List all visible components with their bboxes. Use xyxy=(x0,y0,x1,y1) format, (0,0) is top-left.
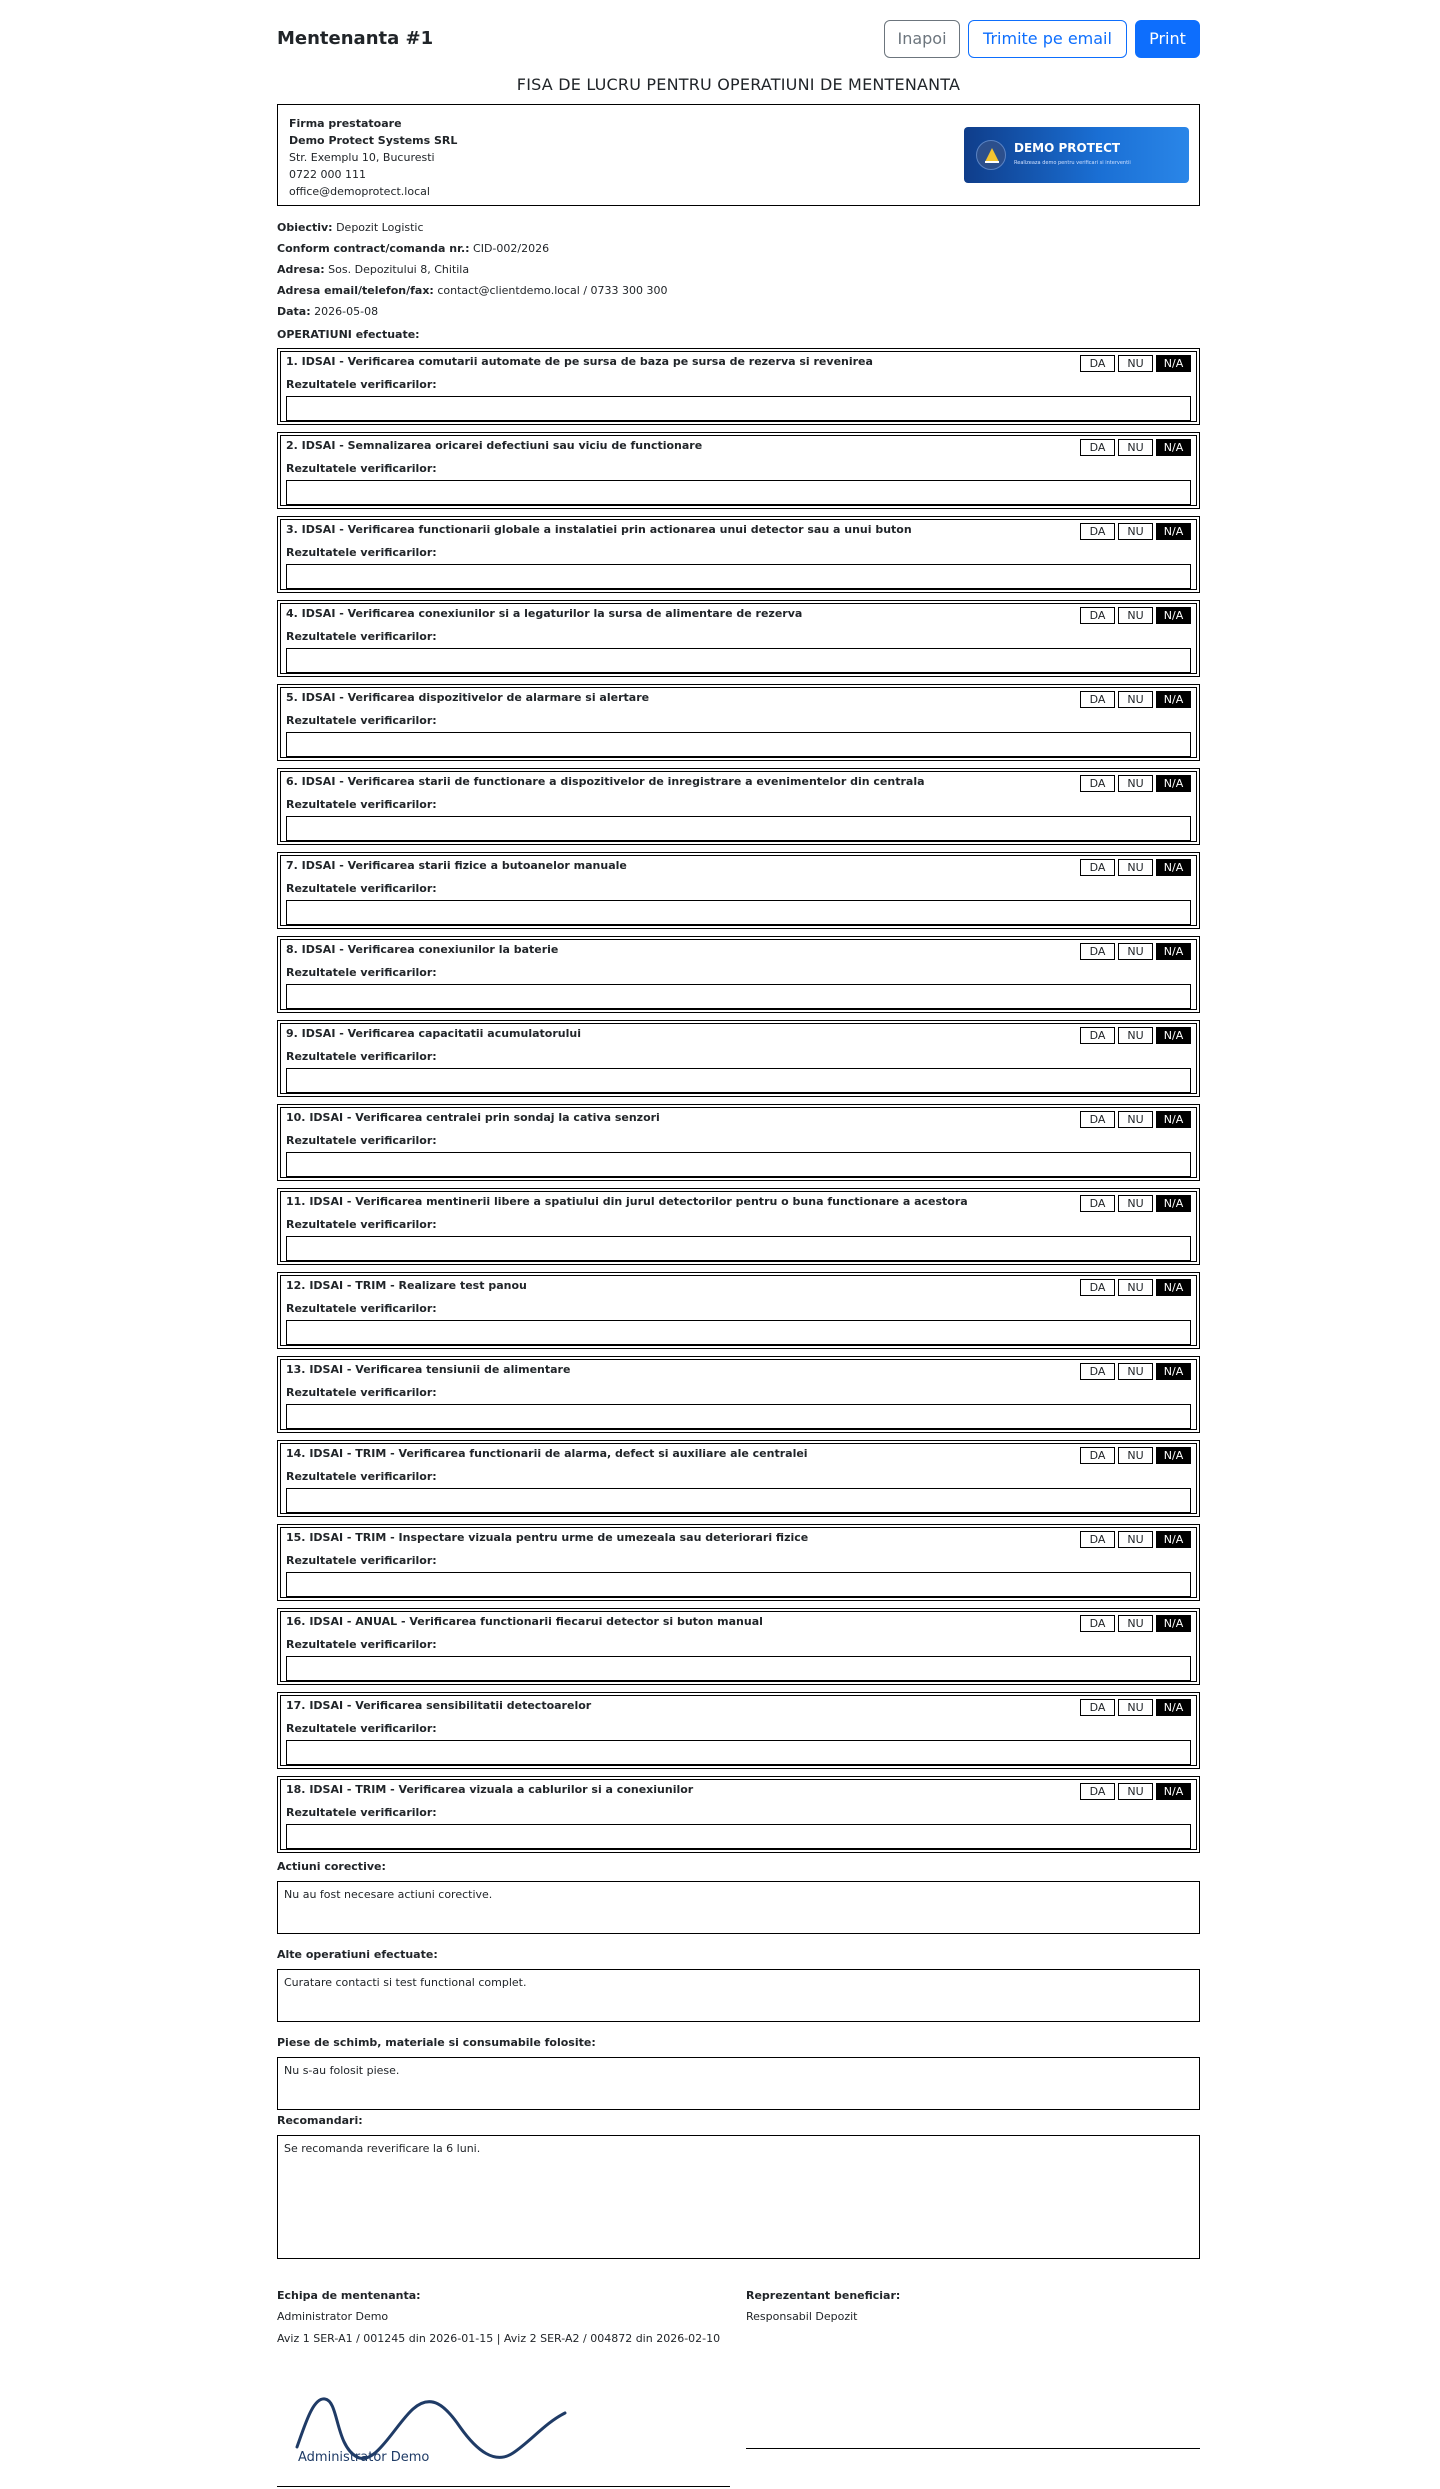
option-na-button[interactable]: N/A xyxy=(1156,943,1191,960)
team-aviz: Aviz 1 SER-A1 / 001245 din 2026-01-15 | Aviz 2 SER-A2 / 004872 din 2026-02-10 xyxy=(277,2332,721,2345)
provider-name: Demo Protect Systems SRL xyxy=(289,134,458,147)
results-label: Rezultatele verificarilor: xyxy=(286,378,437,391)
operation-title: 14. IDSAI - TRIM - Verificarea functionarii de alarma, defect si auxiliare ale centralei xyxy=(286,1447,808,1460)
results-field[interactable] xyxy=(286,648,1191,673)
operation-item xyxy=(277,348,1200,425)
results-label: Rezultatele verificarilor: xyxy=(286,1386,437,1399)
option-nu-button[interactable]: NU xyxy=(1118,355,1153,372)
results-label: Rezultatele verificarilor: xyxy=(286,1554,437,1567)
results-label: Rezultatele verificarilor: xyxy=(286,714,437,727)
operation-options xyxy=(1080,607,1191,624)
operation-title: 11. IDSAI - Verificarea mentinerii libere a spatiului din jurul detectorilor pentru o buna functionare a acestora xyxy=(286,1195,968,1208)
option-da-button[interactable]: DA xyxy=(1080,1531,1115,1548)
option-da-button[interactable]: DA xyxy=(1080,1027,1115,1044)
operation-title: 17. IDSAI - Verificarea sensibilitatii detectoarelor xyxy=(286,1699,592,1712)
operation-inner xyxy=(280,1779,1197,1850)
parts-field[interactable]: Nu s-au folosit piese. xyxy=(277,2057,1200,2110)
results-field[interactable] xyxy=(286,480,1191,505)
results-field[interactable] xyxy=(286,564,1191,589)
operation-options xyxy=(1080,775,1191,792)
team-label: Echipa de mentenanta: xyxy=(277,2289,421,2302)
option-na-button[interactable]: N/A xyxy=(1156,1447,1191,1464)
operation-inner xyxy=(280,1443,1197,1514)
option-nu-button[interactable]: NU xyxy=(1118,943,1153,960)
action-buttons xyxy=(884,20,1200,58)
option-nu-button[interactable]: NU xyxy=(1118,1615,1153,1632)
other-ops-label: Alte operatiuni efectuate: xyxy=(277,1948,438,1961)
results-label: Rezultatele verificarilor: xyxy=(286,1722,437,1735)
option-da-button[interactable]: DA xyxy=(1080,1447,1115,1464)
results-field[interactable] xyxy=(286,1488,1191,1513)
results-field[interactable] xyxy=(286,900,1191,925)
results-field[interactable] xyxy=(286,1740,1191,1765)
operation-inner xyxy=(280,1359,1197,1430)
option-da-button[interactable]: DA xyxy=(1080,943,1115,960)
option-nu-button[interactable]: NU xyxy=(1118,1111,1153,1128)
results-field[interactable] xyxy=(286,816,1191,841)
option-nu-button[interactable]: NU xyxy=(1118,1699,1153,1716)
operation-options xyxy=(1080,1195,1191,1212)
option-nu-button[interactable]: NU xyxy=(1118,859,1153,876)
option-da-button[interactable]: DA xyxy=(1080,355,1115,372)
option-nu-button[interactable]: NU xyxy=(1118,439,1153,456)
objective-row: Obiectiv: Depozit Logistic xyxy=(277,221,424,234)
operation-options xyxy=(1080,1783,1191,1800)
option-nu-button[interactable]: NU xyxy=(1118,1531,1153,1548)
operation-item xyxy=(277,768,1200,845)
results-label: Rezultatele verificarilor: xyxy=(286,1134,437,1147)
option-na-button[interactable]: N/A xyxy=(1156,607,1191,624)
operation-title: 15. IDSAI - TRIM - Inspectare vizuala pentru urme de umezeala sau deteriorari fizice xyxy=(286,1531,809,1544)
results-label: Rezultatele verificarilor: xyxy=(286,1638,437,1651)
signature-caption: Administrator Demo xyxy=(298,2450,430,2465)
option-na-button[interactable]: N/A xyxy=(1156,355,1191,372)
beneficiary-signature-block xyxy=(746,2287,1200,2326)
operation-title: 6. IDSAI - Verificarea starii de functionare a dispozitivelor de inregistrare a evenimentelor din centrala xyxy=(286,775,925,788)
operation-item xyxy=(277,852,1200,929)
results-label: Rezultatele verificarilor: xyxy=(286,1050,437,1063)
contact-row: Adresa email/telefon/fax: contact@clientdemo.local / 0733 300 300 xyxy=(277,284,668,297)
option-na-button[interactable]: N/A xyxy=(1156,1027,1191,1044)
operations-list xyxy=(277,348,1200,1853)
operation-inner xyxy=(280,1527,1197,1598)
results-field[interactable] xyxy=(286,984,1191,1009)
operation-options xyxy=(1080,1027,1191,1044)
team-name: Administrator Demo xyxy=(277,2310,389,2323)
operation-inner xyxy=(280,855,1197,926)
option-na-button[interactable]: N/A xyxy=(1156,439,1191,456)
contract-value: CID-002/2026 xyxy=(473,242,550,255)
results-field[interactable] xyxy=(286,1152,1191,1177)
operation-item xyxy=(277,1020,1200,1097)
operation-options xyxy=(1080,523,1191,540)
results-field[interactable] xyxy=(286,732,1191,757)
operation-title: 7. IDSAI - Verificarea starii fizice a butoanelor manuale xyxy=(286,859,627,872)
option-nu-button[interactable]: NU xyxy=(1118,607,1153,624)
corrective-field[interactable]: Nu au fost necesare actiuni corective. xyxy=(277,1881,1200,1934)
option-na-button[interactable]: N/A xyxy=(1156,1615,1191,1632)
option-da-button[interactable]: DA xyxy=(1080,1783,1115,1800)
operation-item xyxy=(277,1608,1200,1685)
operation-inner xyxy=(280,771,1197,842)
operation-inner xyxy=(280,351,1197,422)
option-na-button[interactable]: N/A xyxy=(1156,775,1191,792)
option-da-button[interactable]: DA xyxy=(1080,607,1115,624)
option-na-button[interactable]: N/A xyxy=(1156,1783,1191,1800)
results-label: Rezultatele verificarilor: xyxy=(286,1806,437,1819)
form-title: FISA DE LUCRU PENTRU OPERATIUNI DE MENTENANTA xyxy=(516,75,961,94)
contract-row: Conform contract/comanda nr.: CID-002/2026 xyxy=(277,242,550,255)
team-signature-block xyxy=(277,2287,727,2348)
option-da-button[interactable]: DA xyxy=(1080,691,1115,708)
option-nu-button[interactable]: NU xyxy=(1118,691,1153,708)
team-signature-line xyxy=(277,2486,730,2487)
back-button[interactable]: Inapoi xyxy=(884,20,960,58)
option-nu-button[interactable]: NU xyxy=(1118,523,1153,540)
option-na-button[interactable]: N/A xyxy=(1156,859,1191,876)
operation-options xyxy=(1080,1111,1191,1128)
operation-item xyxy=(277,1692,1200,1769)
operation-title: 18. IDSAI - TRIM - Verificarea vizuala a cablurilor si a conexiunilor xyxy=(286,1783,694,1796)
other-ops-field[interactable]: Curatare contacti si test functional complet. xyxy=(277,1969,1200,2022)
option-na-button[interactable]: N/A xyxy=(1156,1195,1191,1212)
operation-inner xyxy=(280,1107,1197,1178)
provider-phone: 0722 000 111 xyxy=(289,168,366,181)
parts-section xyxy=(277,2036,1200,2110)
parts-label: Piese de schimb, materiale si consumabile folosite: xyxy=(277,2036,596,2049)
operation-item xyxy=(277,684,1200,761)
operation-item xyxy=(277,1440,1200,1517)
operation-options xyxy=(1080,1615,1191,1632)
option-da-button[interactable]: DA xyxy=(1080,1699,1115,1716)
results-label: Rezultatele verificarilor: xyxy=(286,882,437,895)
provider-address: Str. Exemplu 10, Bucuresti xyxy=(289,151,435,164)
operation-options xyxy=(1080,691,1191,708)
option-da-button[interactable]: DA xyxy=(1080,1279,1115,1296)
operation-title: 2. IDSAI - Semnalizarea oricarei defectiuni sau viciu de functionare xyxy=(286,439,703,452)
operation-item xyxy=(277,432,1200,509)
contact-value: contact@clientdemo.local / 0733 300 300 xyxy=(437,284,668,297)
option-na-button[interactable]: N/A xyxy=(1156,1531,1191,1548)
results-field[interactable] xyxy=(286,1824,1191,1849)
recommendations-section xyxy=(277,2114,1200,2259)
operation-inner xyxy=(280,435,1197,506)
option-nu-button[interactable]: NU xyxy=(1118,1279,1153,1296)
results-field[interactable] xyxy=(286,1404,1191,1429)
provider-box xyxy=(277,104,1200,206)
operation-item xyxy=(277,600,1200,677)
operations-heading: OPERATIUNI efectuate: xyxy=(277,328,420,341)
provider-heading: Firma prestatoare xyxy=(289,117,402,130)
page-title: Mentenanta #1 xyxy=(277,28,434,49)
option-da-button[interactable]: DA xyxy=(1080,775,1115,792)
recommendations-field[interactable]: Se recomanda reverificare la 6 luni. xyxy=(277,2135,1200,2259)
results-label: Rezultatele verificarilor: xyxy=(286,630,437,643)
operation-inner xyxy=(280,603,1197,674)
operation-inner xyxy=(280,687,1197,758)
results-label: Rezultatele verificarilor: xyxy=(286,1218,437,1231)
send-email-button[interactable]: Trimite pe email xyxy=(968,20,1127,58)
operation-title: 8. IDSAI - Verificarea conexiunilor la baterie xyxy=(286,943,559,956)
option-na-button[interactable]: N/A xyxy=(1156,1111,1191,1128)
operation-item xyxy=(277,1104,1200,1181)
logo-text: DEMO PROTECT xyxy=(1014,141,1121,155)
operation-item xyxy=(277,516,1200,593)
document xyxy=(277,0,1200,2259)
operation-inner xyxy=(280,1695,1197,1766)
operation-options xyxy=(1080,1279,1191,1296)
address-value: Sos. Depozitului 8, Chitila xyxy=(328,263,470,276)
operation-item xyxy=(277,1524,1200,1601)
provider-email: office@demoprotect.local xyxy=(289,185,430,198)
option-na-button[interactable]: N/A xyxy=(1156,1279,1191,1296)
option-da-button[interactable]: DA xyxy=(1080,1195,1115,1212)
date-row: Data: 2026-05-08 xyxy=(277,305,379,318)
operation-item xyxy=(277,1356,1200,1433)
option-na-button[interactable]: N/A xyxy=(1156,691,1191,708)
operation-inner xyxy=(280,939,1197,1010)
operation-options xyxy=(1080,355,1191,372)
operation-inner xyxy=(280,1023,1197,1094)
recommendations-label: Recomandari: xyxy=(277,2114,363,2127)
operation-options xyxy=(1080,1531,1191,1548)
operation-options xyxy=(1080,859,1191,876)
beneficiary-label: Reprezentant beneficiar: xyxy=(746,2289,901,2302)
company-logo xyxy=(964,127,1189,183)
date-value: 2026-05-08 xyxy=(314,305,379,318)
logo-tagline: Realizeaza demo pentru verificari si interventii xyxy=(1014,160,1131,166)
print-button[interactable]: Print xyxy=(1135,20,1200,58)
results-label: Rezultatele verificarilor: xyxy=(286,546,437,559)
option-nu-button[interactable]: NU xyxy=(1118,1027,1153,1044)
corrective-label: Actiuni corective: xyxy=(277,1860,386,1873)
operation-inner xyxy=(280,1191,1197,1262)
option-da-button[interactable]: DA xyxy=(1080,1363,1115,1380)
operation-title: 5. IDSAI - Verificarea dispozitivelor de alarmare si alertare xyxy=(286,691,650,704)
operation-inner xyxy=(280,1275,1197,1346)
option-da-button[interactable]: DA xyxy=(1080,439,1115,456)
client-info xyxy=(277,217,1200,322)
objective-value: Depozit Logistic xyxy=(336,221,424,234)
results-field[interactable] xyxy=(286,1236,1191,1261)
option-da-button[interactable]: DA xyxy=(1080,1111,1115,1128)
operation-options xyxy=(1080,1447,1191,1464)
operation-title: 3. IDSAI - Verificarea functionarii globale a instalatiei prin actionarea unui detector sau a unui buton xyxy=(286,523,912,536)
option-nu-button[interactable]: NU xyxy=(1118,775,1153,792)
option-nu-button[interactable]: NU xyxy=(1118,1195,1153,1212)
operation-item xyxy=(277,936,1200,1013)
option-da-button[interactable]: DA xyxy=(1080,859,1115,876)
option-na-button[interactable]: N/A xyxy=(1156,1363,1191,1380)
operation-title: 16. IDSAI - ANUAL - Verificarea functionarii fiecarui detector si buton manual xyxy=(286,1615,763,1628)
operation-item xyxy=(277,1272,1200,1349)
results-label: Rezultatele verificarilor: xyxy=(286,966,437,979)
results-label: Rezultatele verificarilor: xyxy=(286,462,437,475)
operation-options xyxy=(1080,1363,1191,1380)
option-na-button[interactable]: N/A xyxy=(1156,523,1191,540)
option-nu-button[interactable]: NU xyxy=(1118,1783,1153,1800)
option-da-button[interactable]: DA xyxy=(1080,523,1115,540)
option-nu-button[interactable]: NU xyxy=(1118,1363,1153,1380)
results-label: Rezultatele verificarilor: xyxy=(286,1470,437,1483)
operation-options xyxy=(1080,943,1191,960)
other-ops-section xyxy=(277,1948,1200,2022)
results-field[interactable] xyxy=(286,1572,1191,1597)
results-field[interactable] xyxy=(286,1656,1191,1681)
results-field[interactable] xyxy=(286,1068,1191,1093)
option-na-button[interactable]: N/A xyxy=(1156,1699,1191,1716)
operation-title: 1. IDSAI - Verificarea comutarii automate de pe sursa de baza pe sursa de rezerva si revenirea xyxy=(286,355,873,368)
results-field[interactable] xyxy=(286,1320,1191,1345)
operation-item xyxy=(277,1188,1200,1265)
operation-title: 10. IDSAI - Verificarea centralei prin sondaj la cativa senzori xyxy=(286,1111,660,1124)
operation-title: 9. IDSAI - Verificarea capacitatii acumulatorului xyxy=(286,1027,581,1040)
team-signature xyxy=(277,2385,730,2489)
option-nu-button[interactable]: NU xyxy=(1118,1447,1153,1464)
results-label: Rezultatele verificarilor: xyxy=(286,798,437,811)
operation-title: 13. IDSAI - Verificarea tensiunii de alimentare xyxy=(286,1363,571,1376)
option-da-button[interactable]: DA xyxy=(1080,1615,1115,1632)
operation-options xyxy=(1080,1699,1191,1716)
operation-inner xyxy=(280,1611,1197,1682)
address-row: Adresa: Sos. Depozitului 8, Chitila xyxy=(277,263,470,276)
beneficiary-name: Responsabil Depozit xyxy=(746,2310,858,2323)
operation-options xyxy=(1080,439,1191,456)
beneficiary-signature-line xyxy=(746,2448,1200,2449)
results-field[interactable] xyxy=(286,396,1191,421)
operation-inner xyxy=(280,519,1197,590)
operation-title: 4. IDSAI - Verificarea conexiunilor si a legaturilor la sursa de alimentare de rezerva xyxy=(286,607,803,620)
logo-emblem-icon xyxy=(976,140,1006,170)
results-label: Rezultatele verificarilor: xyxy=(286,1302,437,1315)
operation-title: 12. IDSAI - TRIM - Realizare test panou xyxy=(286,1279,527,1292)
top-bar xyxy=(277,0,1200,62)
operation-item xyxy=(277,1776,1200,1853)
corrective-section xyxy=(277,1860,1200,1934)
